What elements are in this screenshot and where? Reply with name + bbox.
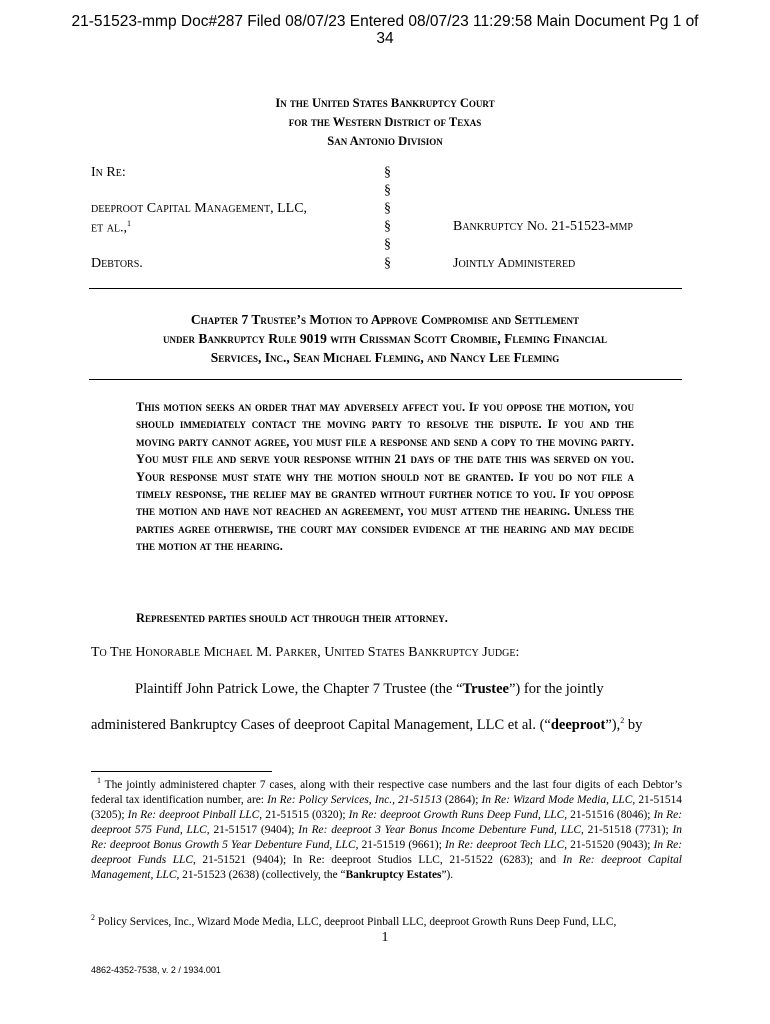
represented-parties-notice: Represented parties should act through their attorney.	[136, 611, 448, 625]
court-division: San Antonio Division	[327, 134, 443, 148]
section-mark: §	[384, 165, 391, 180]
motion-title-line3: Services, Inc., Sean Michael Fleming, and Nancy Lee Fleming	[210, 350, 560, 365]
footnote-2: $^2$ Policy Services, Inc., Wizard Mode Media, LLC, deeproot Pinball LLC, deeproot Growth Runs Deep Fund, LLC,	[91, 913, 617, 928]
court-heading	[0, 94, 770, 151]
footnote-1: $^1$ The jointly administered chapter 7 cases, along with their respective case numbers and the last four digits of each Debtor’s federal tax identification number, are: In Re: Policy Services, Inc., 21-51513 (2864); In Re: Wizard Mode Media, LLC, 21-51514 (3205); In Re: deeproot Pinball LLC, 21-51515 (0320); In Re: deeproot Growth Runs Deep Fund, LLC, 21-51516 (8046); In Re: deeproot 575 Fund, LLC, 21-51517 (9404); In Re: deeproot 3 Year Bonus Income Debenture Fund, LLC, 21-51518 (7731); In Re: deeproot Bonus Growth 5 Year Debenture Fund, LLC, 21-51519 (9661); In Re: deeproot Tech LLC, 21-51520 (9043); In Re: deeproot Funds LLC, 21-51521 (9404); In Re: deeproot Studios LLC, 21-51522 (6283); and In Re: deeproot Capital Management, LLC, 21-51523 (2638) (collectively, the “Bankruptcy Estates”).	[91, 776, 683, 881]
motion-title-line1: Chapter 7 Trustee’s Motion to Approve Compromise and Settlement	[190, 312, 580, 327]
docket-stamp	[40, 13, 730, 47]
section-mark: §	[384, 219, 391, 234]
divider-bottom	[89, 379, 682, 380]
page-number: 1	[381, 930, 389, 945]
jointly-administered: Jointly Administered	[453, 256, 576, 271]
motion-title	[95, 310, 675, 367]
body-line-1: Plaintiff John Patrick Lowe, the Chapter 7 Trustee (the “Trustee”) for the jointly	[135, 681, 604, 697]
debtor-name: deeproot Capital Management, LLC,	[91, 201, 308, 216]
section-mark: §	[384, 201, 391, 216]
section-mark: §	[384, 237, 391, 252]
footnote-rule	[91, 771, 272, 772]
divider-top	[89, 288, 682, 289]
docket-stamp-line1: 21-51523-mmp Doc#287 Filed 08/07/23 Entered 08/07/23 11:29:58 Main Document Pg 1 of	[71, 13, 699, 30]
debtors-label: Debtors.	[91, 256, 143, 271]
document-id: 4862-4352-7538, v. 2 / 1934.001	[91, 965, 221, 975]
case-number: Bankruptcy No. 21-51523-mmp	[453, 219, 633, 234]
court-name: In the United States Bankruptcy Court	[275, 96, 495, 110]
salutation: To The Honorable Michael M. Parker, United States Bankruptcy Judge:	[91, 645, 520, 660]
notice-paragraph: This motion seeks an order that may adversely affect you. If you oppose the motion, you should immediately contact the moving party to resolve the dispute. If you and the moving party cannot agree, you must file a response and send a copy to the moving party. You must file and serve your response within 21 days of the date this was served on you. Your response must state why the motion should not be granted. If you do not file a timely response, the relief may be granted without further notice to you. If you oppose the motion and have not reached an agreement, you must attend the hearing. Unless the parties agree otherwise, the court may consider evidence at the hearing and may decide the motion at the hearing.	[136, 400, 634, 554]
section-mark: §	[384, 256, 391, 271]
section-mark: §	[384, 183, 391, 198]
body-line-2: administered Bankruptcy Cases of deeproot Capital Management, LLC et al. (“deeproot”),$^2$ by	[91, 716, 643, 733]
motion-title-line2: under Bankruptcy Rule 9019 with Crissman Scott Crombie, Fleming Financial	[162, 331, 608, 346]
in-re-label: In Re:	[91, 165, 126, 180]
court-district: for the Western District of Texas	[288, 115, 482, 129]
docket-stamp-line2: 34	[376, 30, 394, 47]
debtor-name-cont: et al.,$^1$	[91, 219, 132, 236]
